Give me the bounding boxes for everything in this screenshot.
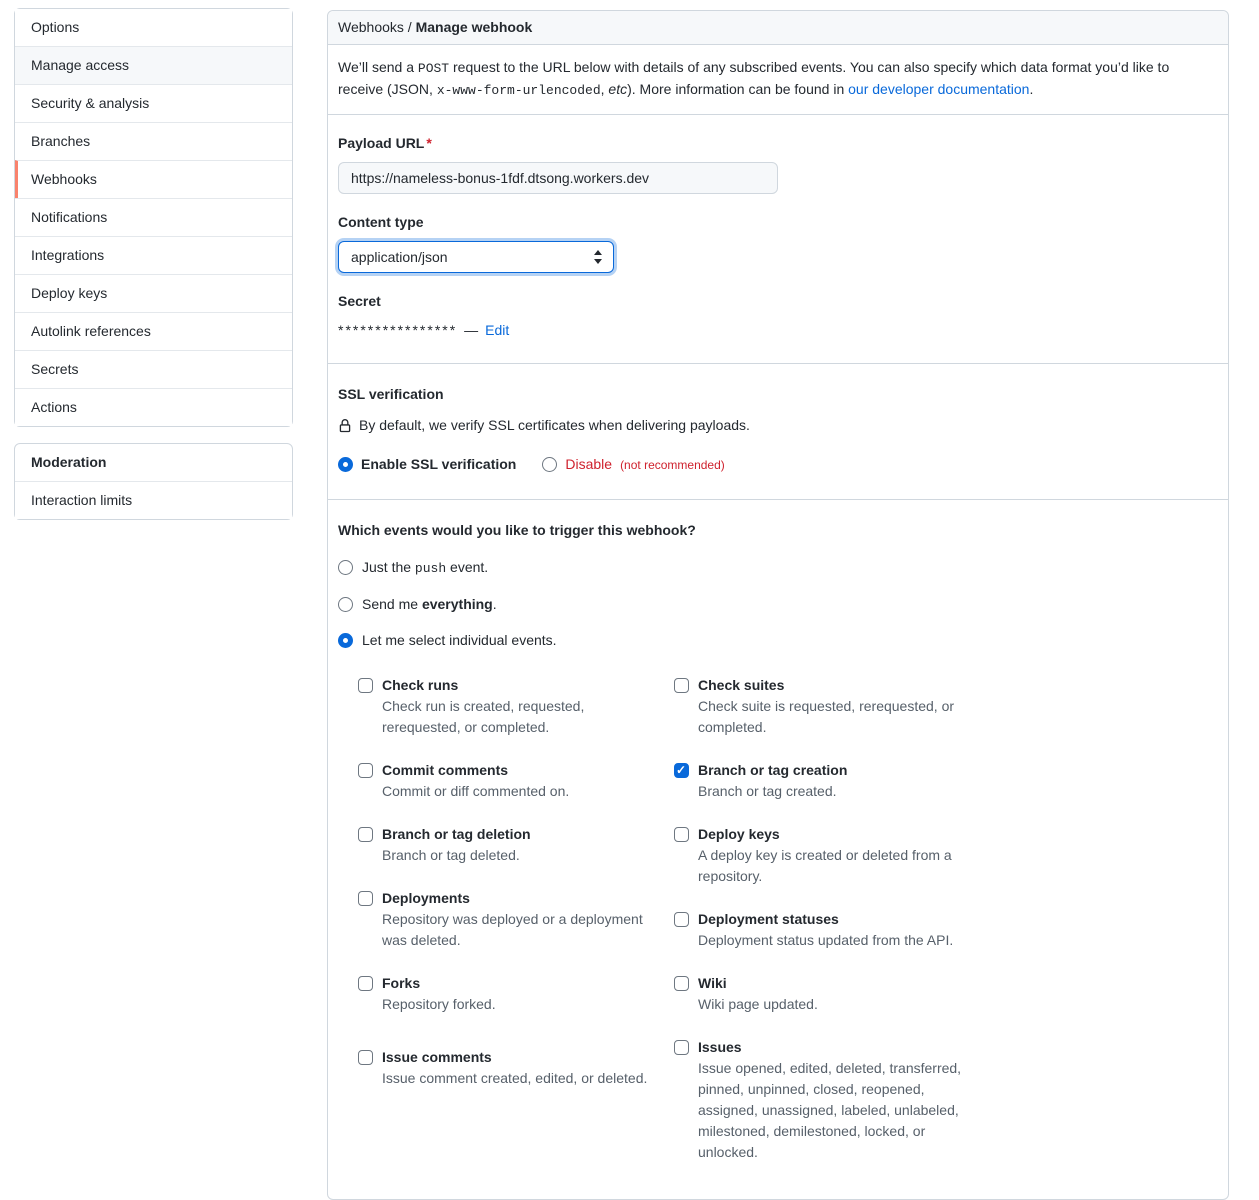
sidebar-item-security-analysis[interactable]: Security & analysis <box>15 84 292 122</box>
sidebar-item-secrets[interactable]: Secrets <box>15 350 292 388</box>
sidebar-item-options[interactable]: Options <box>15 9 292 46</box>
just-push-label: Just the push event. <box>362 559 489 576</box>
event-checkbox-branch-tag-creation[interactable] <box>674 760 966 802</box>
event-description: Branch or tag created. <box>698 782 837 799</box>
sidebar-item-interaction-limits[interactable]: Interaction limits <box>15 481 292 519</box>
just-push-radio-option[interactable] <box>338 557 1218 579</box>
unfold-arrows-icon <box>593 249 603 265</box>
moderation-header: Moderation <box>31 454 107 470</box>
event-checkbox-wiki[interactable] <box>674 973 966 1015</box>
event-checkbox-commit-comments[interactable] <box>358 760 650 802</box>
event-title: Deployment statuses <box>698 910 839 927</box>
enable-ssl-label: Enable SSL verification <box>361 456 517 472</box>
checkbox-icon[interactable] <box>674 1040 689 1055</box>
checkbox-icon[interactable] <box>674 678 689 693</box>
event-description: Deployment status updated from the API. <box>698 931 954 948</box>
secret-row <box>338 320 1218 341</box>
checkbox-icon[interactable] <box>358 891 373 906</box>
intro-text: . <box>1029 80 1034 97</box>
event-title: Wiki <box>698 974 727 991</box>
event-checkbox-forks[interactable] <box>358 973 650 1015</box>
payload-url-label-text: Payload URL <box>338 135 425 151</box>
event-checkbox-deployment-statuses[interactable] <box>674 909 966 951</box>
event-checkbox-issue-comments[interactable] <box>358 1047 650 1089</box>
checkbox-icon[interactable] <box>674 912 689 927</box>
event-title: Deploy keys <box>698 825 780 842</box>
breadcrumb-current: Manage webhook <box>415 19 533 35</box>
sidebar-item-webhooks[interactable]: Webhooks <box>15 160 292 198</box>
event-checkbox-check-runs[interactable] <box>358 675 650 738</box>
payload-url-label <box>338 133 1218 154</box>
event-title: Issues <box>698 1038 742 1055</box>
secret-masked-value: **************** <box>338 322 458 338</box>
sidebar-item-manage-access[interactable]: Manage access <box>15 46 292 84</box>
ssl-heading: SSL verification <box>338 386 444 402</box>
checkbox-icon[interactable] <box>358 763 373 778</box>
event-checkbox-branch-tag-deletion[interactable] <box>358 824 650 866</box>
enable-ssl-radio-option[interactable] <box>338 454 516 475</box>
disable-ssl-note: (not recommended) <box>620 457 725 472</box>
disable-ssl-radio-option[interactable] <box>542 454 724 475</box>
checkbox-icon[interactable] <box>358 678 373 693</box>
event-title: Commit comments <box>382 761 509 778</box>
settings-nav <box>14 8 293 427</box>
event-description: Issue opened, edited, deleted, transferred, pinned, unpinned, closed, reopened, assigned, unassigned, labeled, unlabeled, milestoned, demilestoned, locked, or unlocked. <box>698 1059 962 1160</box>
radio-icon[interactable] <box>542 457 557 472</box>
event-description: Issue comment created, edited, or deleted. <box>382 1069 648 1086</box>
checkbox-icon[interactable] <box>358 976 373 991</box>
sidebar-item-branches[interactable]: Branches <box>15 122 292 160</box>
event-title: Issue comments <box>382 1048 492 1065</box>
etc-text: etc <box>608 80 628 97</box>
event-description: A deploy key is created or deleted from a repository. <box>698 846 952 884</box>
checkbox-icon[interactable] <box>674 976 689 991</box>
events-column-left <box>358 675 650 1185</box>
event-title: Forks <box>382 974 421 991</box>
send-everything-radio-option[interactable] <box>338 594 1218 615</box>
breadcrumb-separator: / <box>403 19 416 35</box>
events-question: Which events would you like to trigger this webhook? <box>338 522 696 538</box>
radio-icon[interactable] <box>338 560 353 575</box>
intro-text: ). More information can be found in <box>627 80 849 97</box>
breadcrumb-webhooks-link[interactable]: Webhooks <box>338 19 404 35</box>
radio-icon[interactable] <box>338 597 353 612</box>
event-title: Branch or tag creation <box>698 761 848 778</box>
checkbox-icon[interactable] <box>674 763 689 778</box>
event-checkbox-deployments[interactable] <box>358 888 650 951</box>
secret-label: Secret <box>338 293 381 309</box>
content-type-select[interactable] <box>338 241 614 273</box>
checkbox-icon[interactable] <box>358 1050 373 1065</box>
disable-ssl-label: Disable <box>565 456 613 472</box>
event-checkbox-deploy-keys[interactable] <box>674 824 966 887</box>
radio-icon[interactable] <box>338 457 353 472</box>
push-code: push <box>414 561 447 576</box>
event-description: Commit or diff commented on. <box>382 782 570 799</box>
sidebar-item-autolink-references[interactable]: Autolink references <box>15 312 292 350</box>
ssl-note <box>338 415 1218 436</box>
ssl-verification-section <box>328 364 1228 500</box>
required-asterisk: * <box>426 135 432 151</box>
radio-icon[interactable] <box>338 633 353 648</box>
event-description: Check run is created, requested, rerequested, or completed. <box>382 697 585 735</box>
urlencoded-code: x-www-form-urlencoded <box>436 82 601 98</box>
event-title: Branch or tag deletion <box>382 825 531 842</box>
post-code: POST <box>417 61 450 76</box>
sidebar-item-notifications[interactable]: Notifications <box>15 198 292 236</box>
sidebar-item-deploy-keys[interactable]: Deploy keys <box>15 274 292 312</box>
intro-text: request to the URL below with details of any subscribed events. You can also specify which data format you’d like to receive (JSON, <box>338 59 1170 97</box>
checkbox-icon[interactable] <box>674 827 689 842</box>
individual-events-label: Let me select individual events. <box>362 631 557 648</box>
moderation-nav <box>14 443 293 520</box>
event-description: Branch or tag deleted. <box>382 846 520 863</box>
breadcrumb <box>328 11 1228 45</box>
checkbox-icon[interactable] <box>358 827 373 842</box>
intro-text: , <box>600 80 609 97</box>
events-section <box>328 500 1228 1199</box>
send-everything-label: Send me everything. <box>362 595 497 612</box>
event-description: Repository forked. <box>382 995 496 1012</box>
manage-webhook-card <box>327 10 1229 1200</box>
event-description: Wiki page updated. <box>698 995 818 1012</box>
webhook-description <box>328 45 1228 115</box>
events-checkbox-grid <box>358 675 1218 1185</box>
event-title: Deployments <box>382 889 470 906</box>
event-checkbox-check-suites[interactable] <box>674 675 966 738</box>
intro-text: We’ll send a <box>338 59 418 75</box>
settings-sidebar <box>14 8 293 520</box>
developer-documentation-link[interactable]: our developer documentation <box>848 80 1030 97</box>
events-column-right <box>674 675 966 1185</box>
content-type-label: Content type <box>338 214 424 230</box>
sidebar-item-actions[interactable]: Actions <box>15 388 292 426</box>
sidebar-item-integrations[interactable]: Integrations <box>15 236 292 274</box>
event-checkbox-issues[interactable] <box>674 1037 966 1163</box>
secret-separator: — <box>464 322 479 338</box>
event-description: Repository was deployed or a deployment was deleted. <box>382 910 643 948</box>
lock-icon <box>338 419 352 433</box>
ssl-note-text: By default, we verify SSL certificates when delivering payloads. <box>359 417 750 433</box>
event-title: Check suites <box>698 676 785 693</box>
individual-events-radio-option[interactable] <box>338 630 1218 651</box>
secret-edit-link[interactable]: Edit <box>485 322 510 338</box>
event-description: Check suite is requested, rerequested, or completed. <box>698 697 955 735</box>
webhook-form <box>328 115 1228 364</box>
content-type-value: application/json <box>351 248 448 265</box>
payload-url-input[interactable] <box>338 162 778 194</box>
ssl-radio-group <box>338 454 1218 475</box>
event-title: Check runs <box>382 676 459 693</box>
